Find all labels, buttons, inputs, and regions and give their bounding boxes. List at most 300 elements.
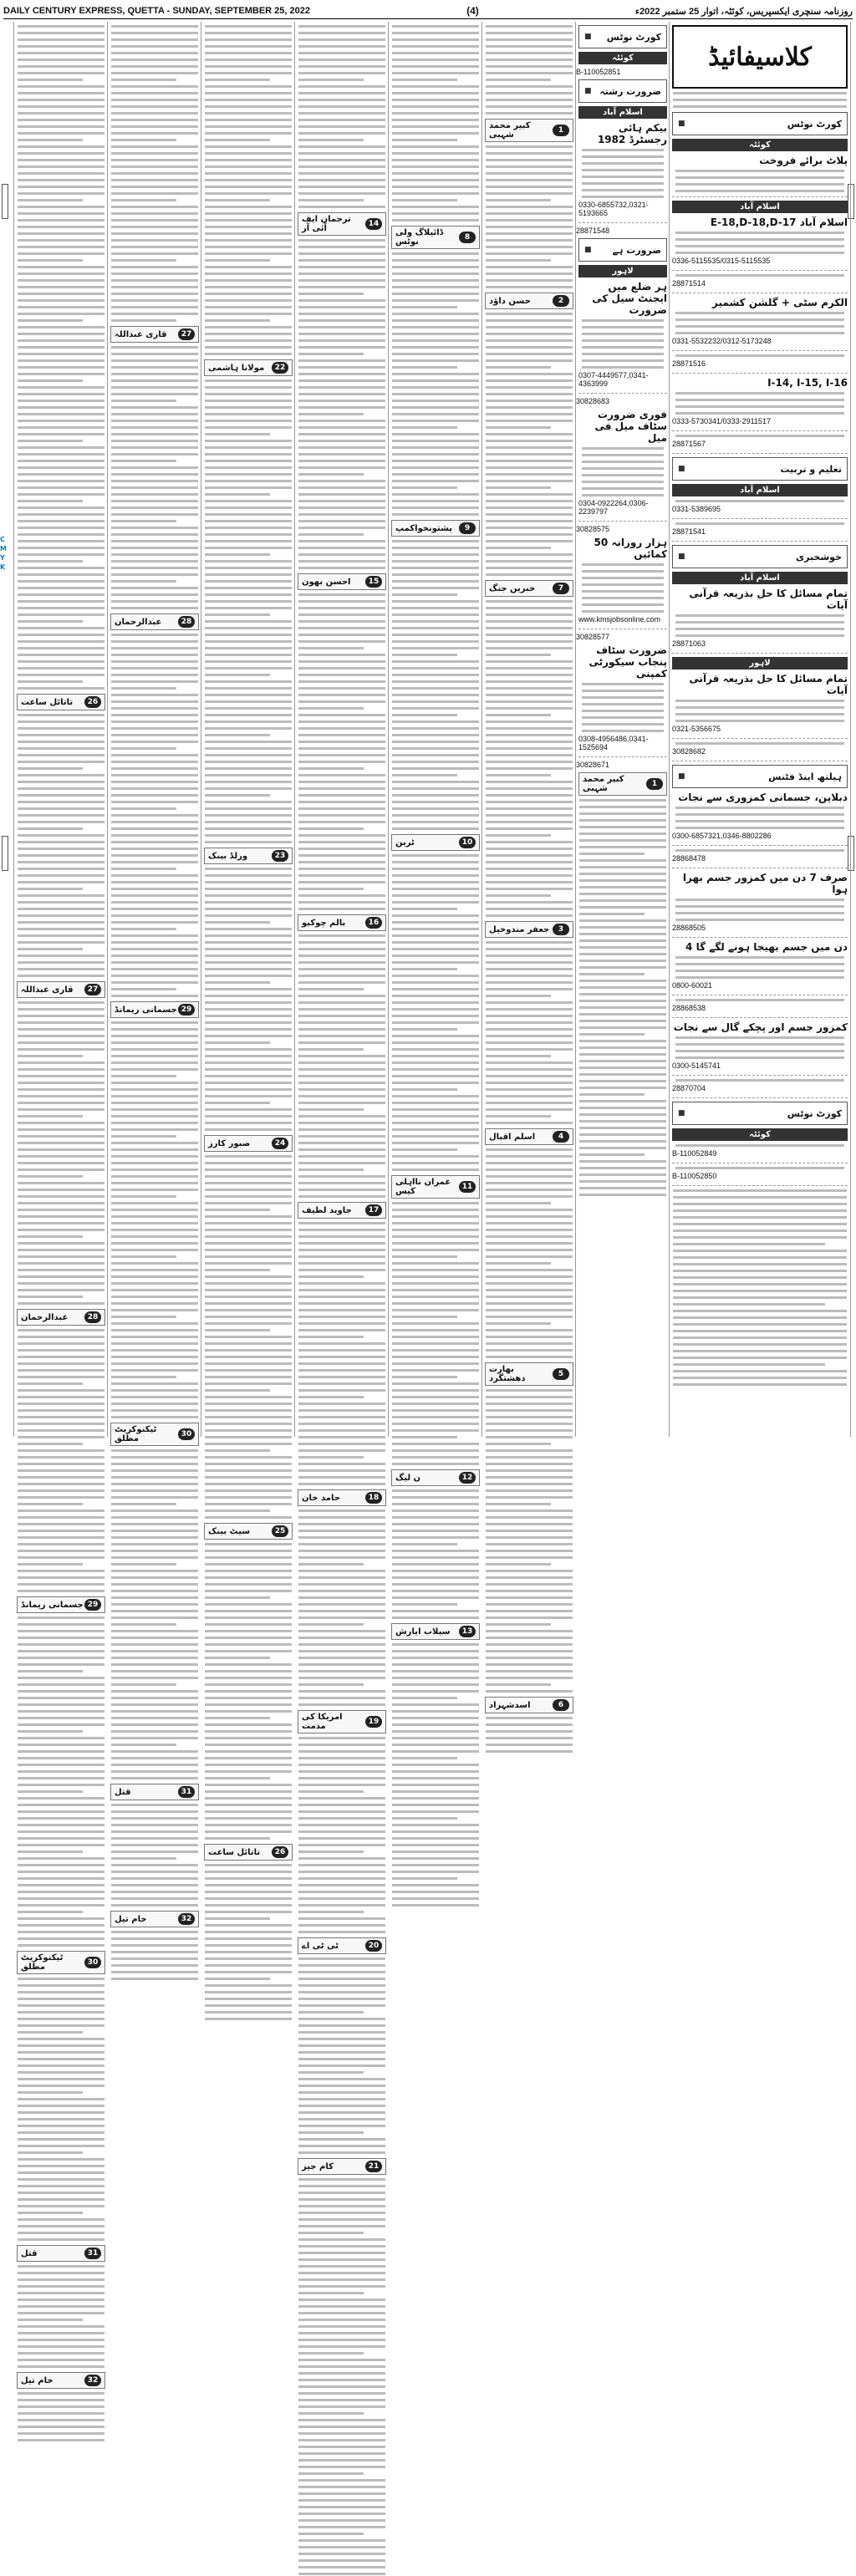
text-line — [18, 1637, 104, 1640]
text-line — [111, 914, 198, 918]
text-line — [111, 1509, 198, 1513]
text-line — [486, 1476, 573, 1479]
text-line — [111, 1362, 198, 1366]
text-line — [18, 232, 104, 236]
text-line — [392, 1596, 479, 1600]
text-line — [298, 821, 385, 824]
story-heading — [110, 613, 199, 630]
text-line — [111, 1690, 198, 1693]
text-line — [18, 868, 104, 871]
text-line — [205, 1041, 270, 1045]
text-line — [392, 1269, 479, 1272]
text-line — [298, 2245, 385, 2248]
text-line — [298, 2111, 385, 2115]
text-line — [205, 272, 292, 276]
text-line — [298, 1389, 385, 1392]
text-line — [675, 742, 844, 746]
text-line — [205, 386, 292, 389]
category-title: خوشخبری — [796, 551, 842, 563]
text-line — [205, 1744, 292, 1747]
text-line — [673, 1216, 847, 1219]
text-line — [486, 1550, 573, 1553]
text-line — [486, 787, 573, 791]
story-heading — [17, 2245, 105, 2262]
text-line — [18, 1616, 104, 1620]
text-line — [111, 1215, 198, 1219]
text-line — [18, 2352, 104, 2355]
text-line — [392, 1844, 479, 1847]
story-number: 1 — [646, 778, 663, 790]
text-line — [18, 1777, 104, 1780]
text-line — [486, 1603, 573, 1606]
text-line — [18, 1075, 104, 1078]
text-line — [486, 353, 573, 356]
text-line — [579, 893, 666, 896]
text-line — [298, 2499, 385, 2502]
text-line — [111, 1737, 198, 1740]
text-line — [205, 1055, 292, 1058]
text-line — [205, 700, 292, 704]
text-line — [486, 1329, 573, 1332]
category-title: ضرورت رشتہ — [599, 85, 661, 97]
text-line — [392, 613, 479, 617]
text-line — [298, 433, 385, 436]
text-line — [579, 946, 666, 949]
text-line — [298, 1409, 385, 1413]
text-line — [205, 1790, 292, 1794]
text-line — [392, 125, 479, 129]
text-line — [298, 988, 364, 991]
text-line — [18, 1409, 104, 1413]
classified-ad — [672, 941, 848, 995]
text-line — [18, 1784, 104, 1787]
text-line — [486, 714, 551, 717]
text-line — [111, 112, 198, 115]
text-line — [298, 2238, 385, 2242]
text-line — [111, 1021, 198, 1025]
text-line — [18, 172, 104, 176]
text-line — [298, 1356, 385, 1359]
text-line — [205, 1957, 292, 1961]
text-line — [392, 854, 479, 858]
text-line — [486, 694, 573, 697]
classified-ad-phone: B-110052851 — [576, 68, 621, 76]
text-line — [205, 299, 292, 303]
text-line — [205, 1168, 292, 1172]
classified-ad-phone: www.kmsjobsonline.com — [578, 615, 661, 624]
text-line — [392, 1021, 479, 1025]
text-line — [392, 293, 479, 296]
text-line — [486, 1690, 573, 1693]
story-number: 8 — [459, 232, 476, 243]
text-line — [675, 392, 844, 395]
text-line — [675, 621, 844, 624]
text-line — [111, 774, 198, 777]
text-line — [18, 1115, 83, 1118]
text-line — [111, 172, 198, 176]
text-line — [298, 2573, 385, 2576]
text-line — [392, 165, 479, 169]
text-line — [298, 1530, 385, 1533]
text-line — [111, 119, 198, 122]
text-line — [111, 1971, 198, 1974]
text-line — [18, 2018, 104, 2021]
text-line — [298, 1690, 385, 1693]
text-line — [579, 853, 645, 856]
text-line — [111, 446, 198, 450]
text-line — [298, 2325, 385, 2329]
classified-ad-phone: 0307-4449577,0341-4363999 — [578, 371, 649, 388]
text-line — [205, 1891, 292, 1894]
text-line — [392, 45, 479, 48]
text-line — [486, 948, 573, 951]
story-heading — [17, 1951, 105, 1974]
text-line — [486, 968, 573, 971]
text-line — [205, 1209, 270, 1212]
text-line — [111, 1556, 198, 1560]
text-line — [111, 1075, 176, 1078]
text-line — [205, 600, 292, 603]
text-line — [392, 1603, 457, 1606]
text-line — [298, 1757, 385, 1760]
text-line — [205, 159, 292, 162]
text-line — [298, 1804, 385, 1807]
text-line — [18, 774, 104, 777]
text-line — [205, 941, 292, 944]
story-heading — [485, 580, 573, 597]
text-line — [486, 680, 573, 684]
story-title: ن لیگ — [395, 1473, 421, 1483]
text-line — [205, 1282, 292, 1285]
text-line — [298, 2299, 385, 2302]
classified-ad-title: الکرم سٹی + گلشن کشمیر — [712, 297, 848, 308]
text-line — [18, 393, 104, 396]
text-line — [298, 1162, 385, 1165]
text-line — [205, 1550, 292, 1553]
story-heading — [391, 834, 480, 851]
text-line — [18, 1804, 104, 1807]
text-line — [298, 379, 385, 383]
text-line — [111, 1931, 198, 1934]
text-line — [392, 1443, 479, 1446]
text-line — [18, 627, 104, 630]
text-line — [205, 1877, 292, 1881]
text-line — [675, 614, 844, 618]
text-line — [18, 928, 104, 931]
text-line — [486, 1289, 573, 1292]
text-line — [205, 914, 292, 918]
text-line — [18, 2305, 104, 2309]
text-line — [486, 179, 573, 182]
text-line — [205, 1382, 292, 1386]
text-line — [392, 814, 479, 817]
text-line — [486, 507, 573, 510]
text-line — [486, 1583, 573, 1586]
text-line — [18, 1342, 104, 1346]
text-line — [486, 821, 573, 824]
text-line — [18, 1563, 83, 1566]
text-line — [18, 1242, 104, 1245]
text-line — [111, 1296, 198, 1299]
story-number: 28 — [84, 1311, 101, 1323]
text-line — [579, 1187, 666, 1190]
text-line — [298, 2472, 364, 2476]
text-line — [298, 1777, 385, 1780]
text-line — [582, 603, 664, 607]
text-line — [18, 1483, 104, 1486]
text-line — [392, 580, 479, 583]
text-line — [205, 339, 292, 343]
text-line — [18, 1871, 104, 1874]
text-line — [392, 553, 479, 557]
classified-ad-phone: 0300-6857321,0346-8802286 — [672, 832, 772, 840]
text-line — [582, 590, 664, 593]
text-line — [298, 2185, 385, 2188]
text-line — [486, 1008, 573, 1011]
text-line — [392, 1416, 479, 1419]
text-line — [486, 1630, 573, 1633]
text-line — [582, 326, 664, 329]
text-line — [111, 881, 198, 884]
text-line — [298, 2553, 385, 2556]
text-line — [18, 460, 104, 463]
text-line — [298, 159, 385, 162]
text-line — [675, 700, 844, 703]
text-line — [111, 1068, 198, 1072]
text-line — [298, 259, 385, 262]
text-line — [486, 426, 551, 430]
text-line — [111, 921, 198, 924]
text-line — [111, 1403, 198, 1406]
text-line — [205, 1837, 270, 1840]
classified-ad — [672, 849, 848, 868]
text-line — [18, 1296, 83, 1299]
text-line — [111, 1536, 198, 1540]
text-line — [205, 79, 270, 82]
text-line — [675, 312, 844, 315]
text-line — [486, 1750, 573, 1754]
text-line — [18, 1770, 104, 1774]
text-line — [392, 1576, 479, 1580]
text-line — [205, 400, 292, 403]
text-line — [111, 1255, 176, 1259]
text-line — [486, 1082, 573, 1085]
story-number: 29 — [178, 1004, 195, 1016]
text-line — [205, 613, 270, 617]
text-line — [486, 366, 551, 369]
text-line — [486, 734, 573, 737]
text-line — [18, 92, 104, 95]
text-line — [298, 2566, 385, 2569]
text-line — [486, 553, 573, 557]
text-line — [392, 413, 479, 416]
text-line — [205, 881, 292, 884]
text-line — [486, 52, 573, 55]
text-line — [18, 319, 83, 323]
text-line — [205, 1931, 292, 1934]
text-line — [18, 1396, 104, 1399]
text-line — [298, 2004, 385, 2008]
text-line — [205, 1897, 292, 1901]
text-line — [298, 406, 385, 410]
text-line — [392, 1349, 479, 1352]
text-line — [298, 547, 385, 550]
text-line — [486, 988, 573, 991]
text-line — [298, 1637, 385, 1640]
text-line — [111, 226, 198, 229]
text-line — [298, 1008, 385, 1011]
text-line — [392, 707, 479, 710]
text-line — [486, 654, 551, 657]
text-line — [298, 2272, 385, 2275]
story-heading — [485, 119, 573, 142]
text-line — [392, 1168, 479, 1172]
text-line — [298, 1469, 385, 1473]
text-line — [298, 1309, 385, 1312]
text-line — [18, 734, 104, 737]
text-line — [392, 386, 479, 389]
text-line — [579, 899, 666, 903]
text-line — [392, 593, 457, 597]
text-line — [298, 92, 385, 95]
text-line — [205, 1162, 292, 1165]
text-line — [111, 132, 198, 135]
text-line — [298, 192, 385, 196]
text-line — [205, 1369, 292, 1372]
text-line — [18, 1336, 104, 1339]
text-line — [298, 1904, 385, 1907]
text-line — [111, 406, 198, 410]
story-number: 25 — [272, 1525, 288, 1537]
text-line — [298, 65, 385, 69]
text-line — [18, 2071, 104, 2075]
text-line — [392, 339, 479, 343]
text-line — [111, 1055, 198, 1058]
text-line — [675, 1056, 844, 1060]
text-line — [486, 888, 573, 891]
text-line — [18, 1911, 83, 1914]
text-line — [298, 1563, 364, 1566]
text-line — [392, 1369, 479, 1372]
text-line — [205, 1683, 292, 1687]
text-line — [486, 186, 573, 189]
text-line — [18, 105, 104, 109]
text-line — [486, 453, 573, 456]
text-line — [392, 1028, 457, 1031]
text-line — [298, 2459, 385, 2462]
text-line — [392, 1837, 479, 1840]
text-line — [486, 1483, 573, 1486]
text-line — [205, 1703, 292, 1707]
text-line — [18, 2098, 104, 2101]
text-line — [111, 212, 198, 216]
text-line — [111, 600, 198, 603]
text-line — [18, 2131, 104, 2135]
text-line — [486, 1055, 551, 1058]
classified-ad-title: 4 دن میں جسم بھیجا ہونے لگے گا — [685, 941, 848, 953]
text-line — [582, 570, 664, 573]
text-line — [392, 1336, 479, 1339]
text-line — [18, 1663, 104, 1667]
text-line — [111, 1670, 198, 1673]
text-line — [18, 1697, 104, 1700]
story-title: جعفر مندوخیل — [489, 924, 550, 934]
text-line — [205, 1242, 292, 1245]
text-line — [579, 1167, 666, 1170]
story-number: 27 — [84, 984, 101, 995]
text-line — [111, 1102, 198, 1105]
text-line — [18, 861, 104, 864]
text-line — [111, 667, 198, 670]
text-line — [18, 38, 104, 42]
text-line — [486, 393, 573, 396]
text-line — [205, 754, 292, 757]
text-line — [298, 79, 364, 82]
text-line — [673, 1236, 847, 1240]
text-line — [18, 1289, 104, 1292]
text-line — [298, 1583, 385, 1586]
text-line — [111, 1048, 198, 1051]
classified-ad-title: بیکم ہائی رجسٹرڈ 1982 — [597, 122, 667, 145]
text-line — [486, 313, 573, 316]
story-title: مولانا ہاشمی — [208, 363, 265, 373]
text-line — [298, 1148, 385, 1152]
classified-ad-phone: 28871514 — [672, 279, 706, 288]
text-line — [486, 346, 573, 349]
text-line — [205, 1937, 292, 1941]
text-line — [18, 1536, 104, 1540]
text-line — [111, 1189, 198, 1192]
text-line — [298, 152, 385, 155]
text-line — [486, 1449, 573, 1453]
text-line — [298, 2031, 385, 2034]
text-line — [18, 1576, 104, 1580]
text-line — [111, 1115, 198, 1118]
text-line — [392, 827, 479, 831]
text-line — [205, 1202, 292, 1205]
text-line — [392, 914, 479, 918]
text-line — [298, 540, 385, 543]
text-line — [392, 393, 479, 396]
text-line — [486, 493, 573, 496]
text-line — [205, 85, 292, 89]
text-line — [392, 286, 479, 289]
text-line — [18, 2178, 104, 2181]
classified-ad-phone: 0308-4956486,0341-1525694 — [578, 735, 649, 751]
text-line — [392, 720, 479, 724]
text-line — [582, 359, 664, 363]
text-line — [673, 1383, 847, 1387]
text-line — [298, 2526, 385, 2529]
text-line — [486, 1469, 573, 1473]
text-line — [486, 326, 573, 329]
text-line — [205, 1476, 292, 1479]
text-line — [392, 1001, 479, 1005]
text-line — [111, 901, 198, 904]
text-line — [18, 894, 104, 898]
text-line — [18, 2038, 104, 2041]
text-line — [392, 754, 479, 757]
story-title: حامد خان — [302, 1493, 340, 1503]
classified-ad — [578, 644, 667, 757]
text-line — [205, 45, 292, 48]
text-line — [18, 580, 104, 583]
text-line — [298, 1122, 385, 1125]
text-line — [18, 553, 104, 557]
text-line — [111, 38, 198, 42]
text-line — [486, 1021, 573, 1025]
text-line — [579, 933, 666, 936]
